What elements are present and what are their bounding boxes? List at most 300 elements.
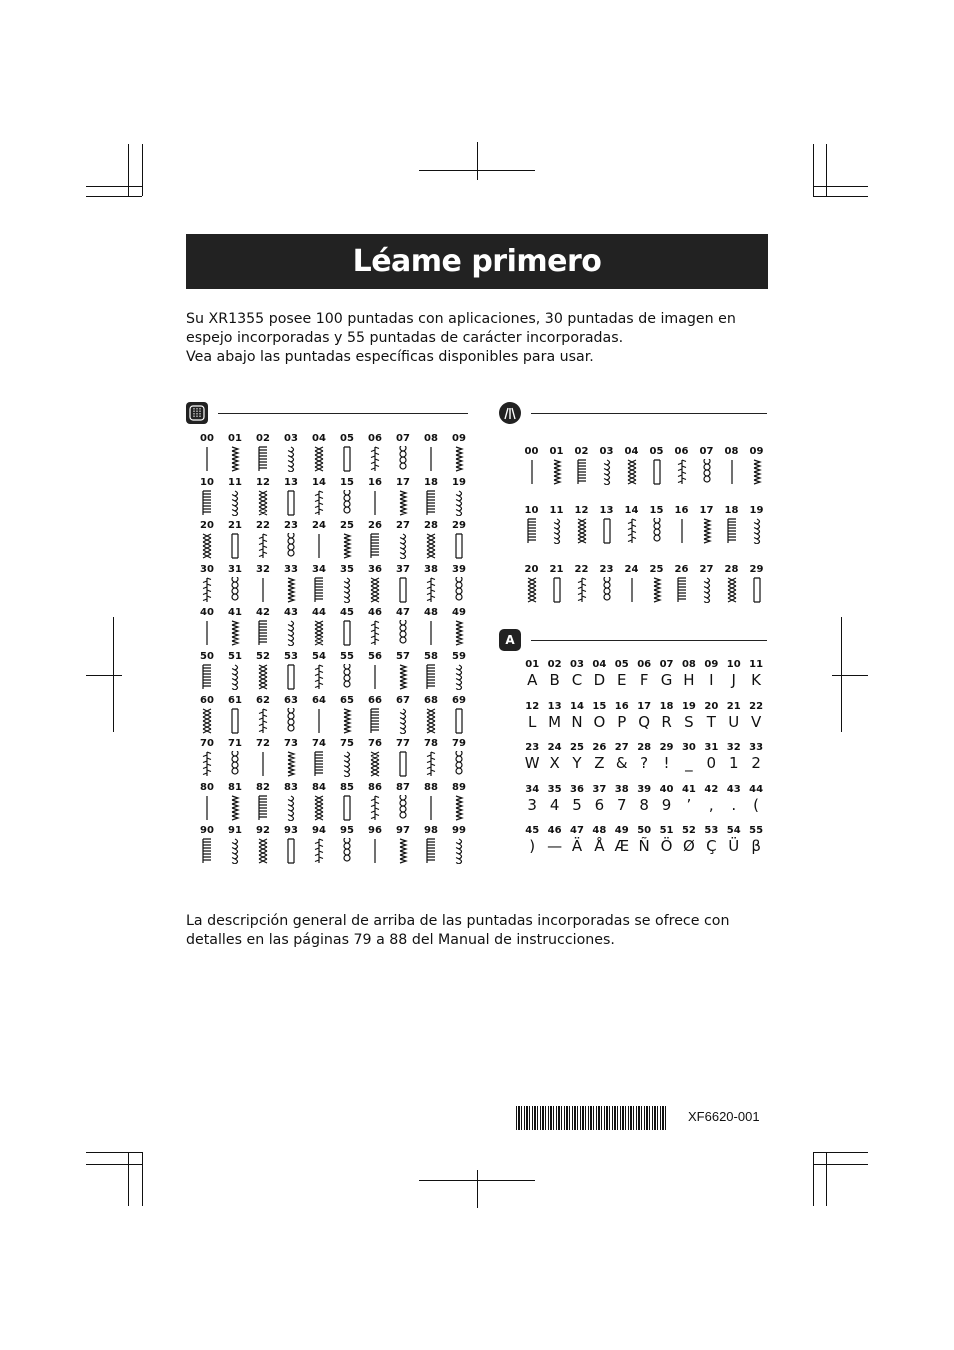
stitch-number: 12 (525, 700, 540, 712)
utility-stitch-40 (193, 607, 221, 651)
utility-stitch-55 (333, 651, 361, 695)
utility-stitch-88 (417, 782, 445, 826)
utility-stitch-75 (333, 738, 361, 782)
stitch-pattern-icon (341, 446, 353, 476)
utility-section-header (186, 402, 468, 424)
character-stitch-20 (700, 701, 722, 743)
title-banner (186, 234, 768, 289)
character-stitch-44 (745, 784, 767, 826)
character-stitch-48 (588, 825, 610, 867)
stitch-number: 53 (704, 825, 719, 837)
stitch-number: 67 (396, 694, 410, 706)
mirror-stitch-25 (644, 564, 669, 623)
crop-mark (813, 186, 868, 187)
character-stitch-33 (745, 742, 767, 784)
utility-stitch-43 (277, 607, 305, 651)
stitch-number: 14 (624, 505, 639, 516)
stitch-number: 31 (228, 563, 242, 575)
stitch-pattern-icon (257, 490, 269, 520)
stitch-number: 09 (452, 433, 466, 444)
stitch-number: 65 (340, 694, 354, 706)
character-stitch-08 (678, 659, 700, 701)
stitch-pattern-icon (369, 708, 381, 738)
stitch-pattern-icon (626, 518, 638, 548)
crop-mark (813, 144, 814, 196)
mirror-stitch-17 (694, 505, 719, 564)
crop-mark (477, 1170, 478, 1208)
stitch-pattern-icon (397, 795, 409, 825)
stitch-number: 13 (547, 700, 562, 712)
utility-stitch-96 (361, 825, 389, 869)
stitch-number: 99 (452, 825, 466, 837)
crop-mark (813, 1152, 868, 1153)
stitch-pattern-icon (285, 620, 297, 650)
crop-mark (826, 144, 827, 196)
stitch-number: 04 (624, 446, 639, 457)
character-glyph: ? (640, 754, 649, 773)
stitch-number: 63 (284, 694, 298, 706)
character-stitch-05 (611, 659, 633, 701)
stitch-pattern-icon (229, 708, 241, 738)
character-stitch-25 (566, 742, 588, 784)
stitch-pattern-icon (341, 533, 353, 563)
character-glyph: O (593, 712, 606, 731)
stitch-number: 22 (256, 520, 270, 532)
stitch-pattern-icon (425, 490, 437, 520)
mirror-stitch-04 (619, 446, 644, 505)
utility-stitch-27 (389, 520, 417, 564)
stitch-pattern-icon (425, 620, 437, 650)
character-stitch-02 (543, 659, 565, 701)
character-stitch-24 (543, 742, 565, 784)
mirror-section-header (499, 402, 767, 424)
character-glyph: 6 (594, 795, 605, 814)
utility-stitch-07 (389, 433, 417, 477)
crop-mark (813, 196, 868, 197)
utility-stitch-35 (333, 564, 361, 608)
utility-stitch-85 (333, 782, 361, 826)
stitch-pattern-icon (341, 577, 353, 607)
mirror-stitch-08 (719, 446, 744, 505)
character-stitch-52 (678, 825, 700, 867)
stitch-pattern-icon (341, 795, 353, 825)
character-stitch-47 (566, 825, 588, 867)
stitch-number: 32 (726, 742, 741, 754)
utility-stitch-16 (361, 477, 389, 521)
character-glyph: M (548, 712, 562, 731)
stitch-number: 20 (200, 520, 214, 532)
stitch-pattern-icon (453, 664, 465, 694)
utility-stitch-14 (305, 477, 333, 521)
stitch-pattern-icon (369, 838, 381, 868)
character-stitch-17 (633, 701, 655, 743)
stitch-number: 24 (312, 520, 326, 532)
utility-stitch-grid (193, 433, 473, 869)
mirror-stitch-14 (619, 505, 644, 564)
stitch-number: 40 (659, 783, 674, 795)
character-glyph: _ (685, 754, 693, 773)
stitch-pattern-icon (526, 518, 538, 548)
stitch-number: 27 (396, 520, 410, 532)
character-glyph: G (660, 671, 673, 689)
crop-mark (841, 617, 842, 732)
character-glyph: 3 (527, 795, 537, 814)
character-stitch-35 (543, 784, 565, 826)
stitch-pattern-icon (313, 533, 325, 563)
stitch-number: 82 (256, 781, 270, 793)
mirror-stitch-10 (519, 505, 544, 564)
mirror-stitch-15 (644, 505, 669, 564)
stitch-pattern-icon (229, 446, 241, 476)
stitch-pattern-icon (726, 459, 738, 489)
stitch-number: 04 (312, 433, 326, 444)
stitch-number: 00 (524, 446, 539, 457)
utility-stitch-45 (333, 607, 361, 651)
stitch-number: 54 (726, 825, 741, 837)
stitch-number: 84 (312, 781, 326, 793)
utility-stitch-53 (277, 651, 305, 695)
stitch-number: 59 (452, 650, 466, 662)
stitch-number: 54 (312, 650, 326, 662)
stitch-pattern-icon (425, 838, 437, 868)
stitch-pattern-icon (285, 838, 297, 868)
character-stitch-40 (655, 784, 677, 826)
utility-stitch-icon (186, 402, 208, 424)
utility-stitch-65 (333, 695, 361, 739)
character-stitch-26 (588, 742, 610, 784)
character-glyph: F (639, 671, 649, 689)
character-glyph: Ø (683, 837, 695, 856)
stitch-number: 03 (599, 446, 614, 457)
stitch-number: 42 (256, 607, 270, 619)
crop-mark (128, 144, 129, 196)
stitch-number: 11 (749, 659, 764, 670)
utility-stitch-03 (277, 433, 305, 477)
character-icon-label: A (505, 633, 515, 647)
stitch-number: 19 (681, 700, 696, 712)
stitch-pattern-icon (201, 620, 213, 650)
stitch-number: 08 (424, 433, 438, 444)
stitch-number: 91 (228, 825, 242, 837)
stitch-pattern-icon (425, 577, 437, 607)
character-glyph: Y (572, 754, 582, 773)
utility-stitch-31 (221, 564, 249, 608)
character-glyph: Ç (706, 837, 717, 856)
stitch-number: 88 (424, 781, 438, 793)
stitch-number: 60 (200, 694, 214, 706)
stitch-number: 56 (368, 650, 382, 662)
utility-stitch-49 (445, 607, 473, 651)
stitch-number: 26 (592, 742, 607, 754)
utility-stitch-99 (445, 825, 473, 869)
stitch-pattern-icon (626, 577, 638, 607)
stitch-number: 11 (549, 505, 564, 516)
mirror-stitch-27 (694, 564, 719, 623)
character-stitch-29 (655, 742, 677, 784)
utility-stitch-52 (249, 651, 277, 695)
utility-stitch-94 (305, 825, 333, 869)
stitch-number: 10 (726, 659, 741, 670)
utility-stitch-97 (389, 825, 417, 869)
stitch-number: 27 (699, 564, 714, 575)
stitch-pattern-icon (369, 490, 381, 520)
stitch-number: 07 (659, 659, 674, 670)
stitch-number: 03 (570, 659, 584, 670)
stitch-pattern-icon (453, 533, 465, 563)
stitch-pattern-icon (201, 446, 213, 476)
mirror-stitch-02 (569, 446, 594, 505)
character-glyph: K (751, 671, 762, 689)
stitch-pattern-icon (257, 533, 269, 563)
stitch-number: 29 (749, 564, 764, 575)
mirror-stitch-18 (719, 505, 744, 564)
stitch-number: 26 (674, 564, 689, 575)
utility-stitch-79 (445, 738, 473, 782)
character-stitch-54 (723, 825, 745, 867)
stitch-number: 28 (424, 520, 438, 532)
stitch-pattern-icon (425, 664, 437, 694)
stitch-number: 94 (312, 825, 326, 837)
character-glyph: W (524, 754, 540, 773)
mirror-stitch-28 (719, 564, 744, 623)
stitch-pattern-icon (341, 838, 353, 868)
utility-stitch-72 (249, 738, 277, 782)
stitch-number: 78 (424, 738, 438, 750)
stitch-number: 98 (424, 825, 438, 837)
stitch-pattern-icon (285, 446, 297, 476)
stitch-number: 29 (452, 520, 466, 532)
utility-stitch-48 (417, 607, 445, 651)
stitch-number: 47 (396, 607, 410, 619)
character-glyph: 2 (751, 754, 761, 773)
stitch-pattern-icon (651, 459, 663, 489)
stitch-pattern-icon (369, 533, 381, 563)
mirror-stitch-13 (594, 505, 619, 564)
stitch-number: 49 (614, 825, 629, 837)
stitch-number: 36 (570, 783, 584, 795)
stitch-pattern-icon (285, 533, 297, 563)
utility-stitch-21 (221, 520, 249, 564)
stitch-number: 16 (368, 476, 382, 488)
stitch-pattern-icon (341, 620, 353, 650)
stitch-number: 23 (599, 564, 614, 575)
stitch-pattern-icon (257, 446, 269, 476)
character-glyph: N (571, 712, 583, 731)
stitch-number: 32 (256, 563, 270, 575)
crop-mark (86, 675, 122, 676)
crop-mark (86, 1152, 142, 1153)
stitch-pattern-icon (676, 459, 688, 489)
stitch-number: 14 (570, 700, 584, 712)
utility-stitch-56 (361, 651, 389, 695)
stitch-number: 58 (424, 650, 438, 662)
character-glyph: J (731, 671, 736, 689)
character-section-header (499, 629, 767, 651)
intro-line-2: Vea abajo las puntadas específicas disponibles para usar. (186, 349, 594, 365)
character-stitch-18 (655, 701, 677, 743)
stitch-number: 09 (704, 659, 719, 670)
stitch-pattern-icon (257, 620, 269, 650)
character-stitch-icon (499, 629, 521, 651)
character-stitch-36 (566, 784, 588, 826)
stitch-pattern-icon (201, 533, 213, 563)
stitch-number: 41 (681, 783, 696, 795)
stitch-pattern-icon (313, 664, 325, 694)
stitch-pattern-icon (601, 459, 613, 489)
character-stitch-38 (611, 784, 633, 826)
stitch-pattern-icon (285, 795, 297, 825)
section-rule (531, 640, 767, 641)
utility-stitch-37 (389, 564, 417, 608)
mirror-stitch-11 (544, 505, 569, 564)
stitch-pattern-icon (626, 459, 638, 489)
character-glyph: Ä (571, 837, 583, 856)
stitch-pattern-icon (425, 751, 437, 781)
character-stitch-09 (700, 659, 722, 701)
stitch-number: 23 (525, 742, 540, 754)
stitch-pattern-icon (453, 490, 465, 520)
stitch-pattern-icon (229, 664, 241, 694)
utility-stitch-20 (193, 520, 221, 564)
stitch-number: 17 (637, 700, 652, 712)
stitch-number: 48 (424, 607, 438, 619)
document-code: XF6620-001 (688, 1109, 760, 1124)
stitch-number: 76 (368, 738, 382, 750)
character-stitch-01 (521, 659, 543, 701)
utility-stitch-39 (445, 564, 473, 608)
stitch-pattern-icon (397, 620, 409, 650)
stitch-number: 30 (681, 742, 696, 754)
utility-stitch-84 (305, 782, 333, 826)
utility-stitch-82 (249, 782, 277, 826)
character-stitch-11 (745, 659, 767, 701)
stitch-number: 19 (749, 505, 764, 516)
stitch-pattern-icon (369, 751, 381, 781)
stitch-number: 17 (699, 505, 714, 516)
character-stitch-50 (633, 825, 655, 867)
stitch-pattern-icon (201, 490, 213, 520)
utility-stitch-69 (445, 695, 473, 739)
stitch-number: 42 (704, 783, 719, 795)
mirror-stitch-23 (594, 564, 619, 623)
character-glyph: 8 (639, 795, 649, 814)
stitch-number: 70 (200, 738, 214, 750)
utility-stitch-23 (277, 520, 305, 564)
stitch-number: 45 (525, 825, 540, 837)
crop-mark (86, 1164, 142, 1165)
character-glyph: Æ (614, 837, 630, 856)
stitch-number: 21 (549, 564, 564, 575)
crop-mark (142, 1152, 143, 1206)
stitch-pattern-icon (369, 620, 381, 650)
stitch-number: 37 (396, 563, 410, 575)
stitch-number: 81 (228, 781, 242, 793)
character-glyph: D (593, 671, 606, 689)
mirror-stitch-00 (519, 446, 544, 505)
stitch-number: 74 (312, 738, 326, 750)
mirror-stitch-22 (569, 564, 594, 623)
stitch-number: 24 (624, 564, 639, 575)
stitch-number: 20 (704, 700, 719, 712)
stitch-number: 18 (659, 700, 674, 712)
stitch-pattern-icon (257, 577, 269, 607)
utility-stitch-02 (249, 433, 277, 477)
stitch-number: 90 (200, 825, 214, 837)
stitch-number: 06 (674, 446, 689, 457)
crop-mark (142, 144, 143, 196)
stitch-pattern-icon (201, 751, 213, 781)
stitch-pattern-icon (397, 751, 409, 781)
stitch-number: 93 (284, 825, 298, 837)
utility-stitch-24 (305, 520, 333, 564)
stitch-number: 21 (228, 520, 242, 532)
utility-stitch-90 (193, 825, 221, 869)
character-glyph: L (528, 712, 537, 731)
stitch-number: 13 (599, 505, 614, 516)
stitch-pattern-icon (576, 459, 588, 489)
stitch-pattern-icon (397, 533, 409, 563)
stitch-pattern-icon (453, 795, 465, 825)
character-glyph: . (731, 795, 737, 814)
crop-mark (813, 1164, 868, 1165)
stitch-number: 38 (614, 783, 629, 795)
character-glyph: 7 (616, 795, 627, 814)
character-glyph: X (549, 754, 560, 773)
stitch-pattern-icon (313, 751, 325, 781)
utility-stitch-32 (249, 564, 277, 608)
stitch-pattern-icon (751, 518, 763, 548)
stitch-pattern-icon (229, 577, 241, 607)
stitch-number: 08 (724, 446, 739, 457)
stitch-number: 35 (547, 783, 562, 795)
character-stitch-16 (611, 701, 633, 743)
stitch-pattern-icon (601, 518, 613, 548)
utility-stitch-22 (249, 520, 277, 564)
character-glyph: Ñ (638, 837, 650, 856)
character-stitch-07 (655, 659, 677, 701)
utility-stitch-09 (445, 433, 473, 477)
character-glyph: ! (663, 754, 670, 773)
stitch-number: 21 (726, 700, 741, 712)
utility-stitch-92 (249, 825, 277, 869)
character-stitch-28 (633, 742, 655, 784)
stitch-number: 43 (284, 607, 298, 619)
mirror-stitch-01 (544, 446, 569, 505)
utility-stitch-59 (445, 651, 473, 695)
utility-stitch-60 (193, 695, 221, 739)
utility-stitch-06 (361, 433, 389, 477)
stitch-number: 01 (228, 433, 242, 444)
utility-stitch-13 (277, 477, 305, 521)
stitch-number: 51 (659, 825, 674, 837)
character-glyph: Ü (728, 837, 740, 856)
stitch-pattern-icon (285, 751, 297, 781)
stitch-pattern-icon (313, 708, 325, 738)
stitch-number: 52 (681, 825, 696, 837)
crop-mark (832, 675, 868, 676)
stitch-pattern-icon (425, 533, 437, 563)
stitch-pattern-icon (453, 446, 465, 476)
stitch-pattern-icon (526, 577, 538, 607)
stitch-pattern-icon (285, 490, 297, 520)
stitch-number: 10 (524, 505, 539, 516)
stitch-pattern-icon (369, 446, 381, 476)
stitch-pattern-icon (229, 751, 241, 781)
mirror-stitch-24 (619, 564, 644, 623)
stitch-pattern-icon (369, 795, 381, 825)
stitch-pattern-icon (257, 795, 269, 825)
stitch-number: 53 (284, 650, 298, 662)
